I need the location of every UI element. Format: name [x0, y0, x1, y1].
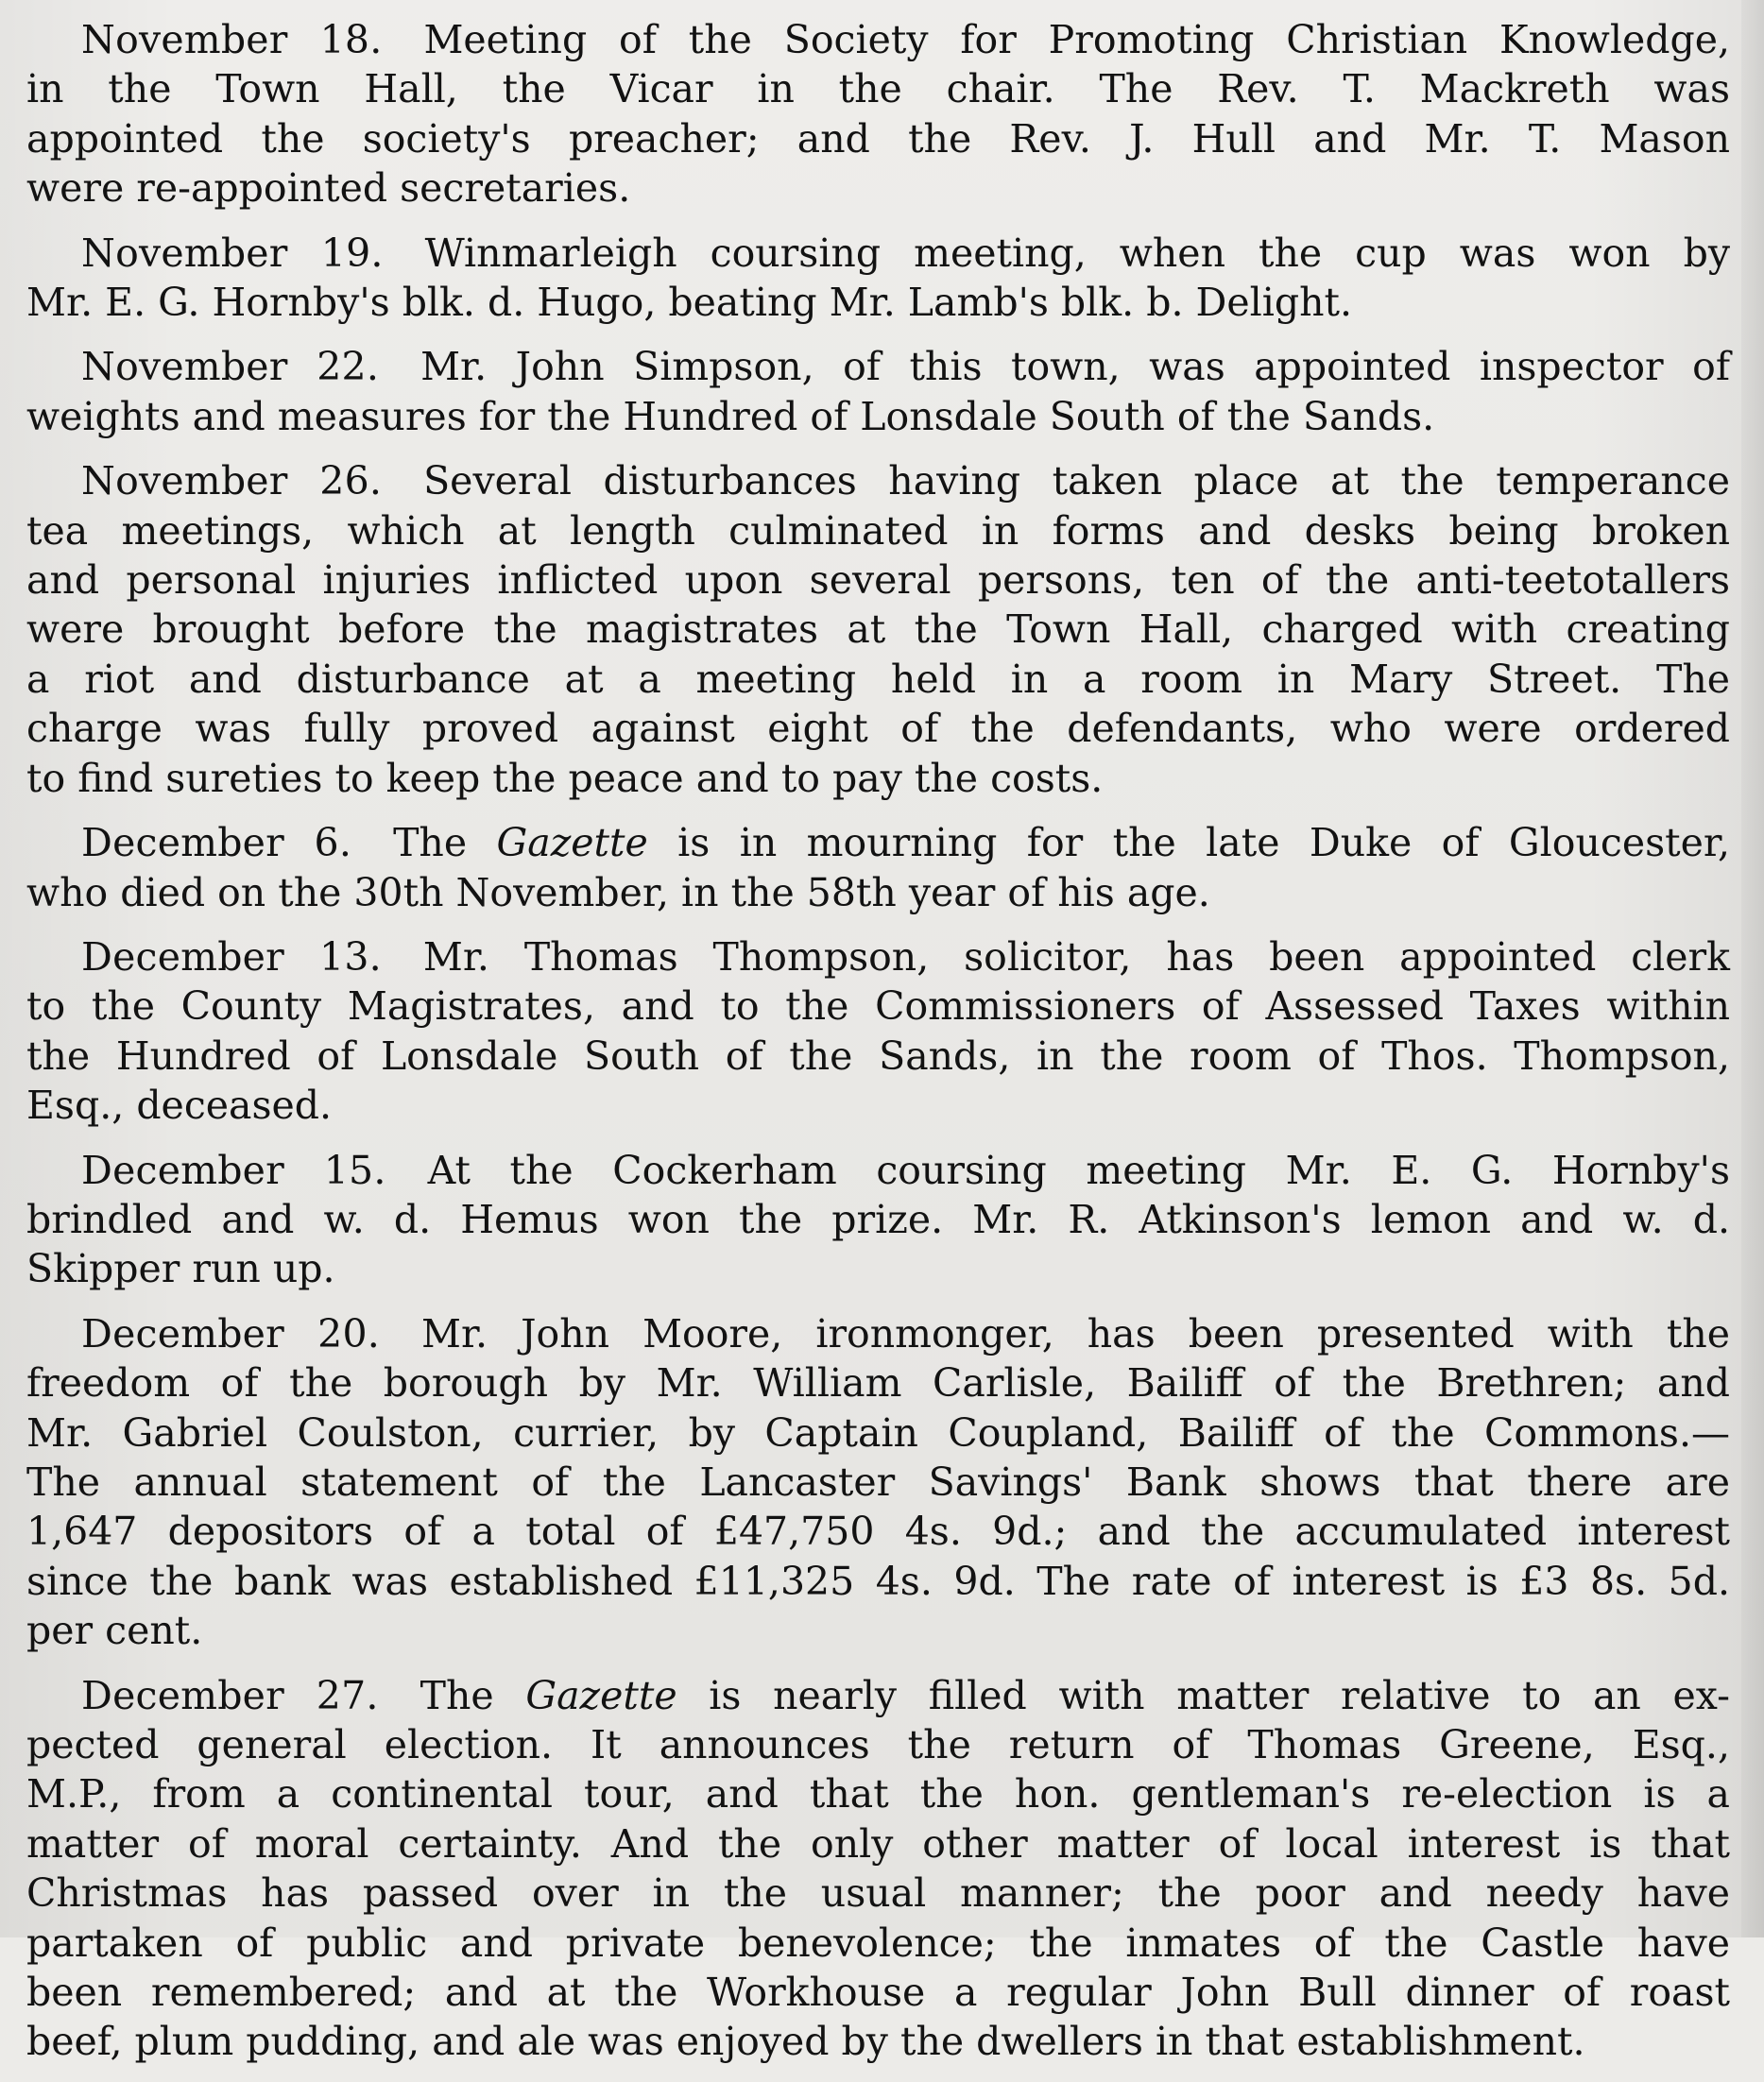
entry-line: brindled and w. d. Hemus won the prize. Mr. R. Atkinson's lemon and w. d.	[26, 1196, 1730, 1242]
entry-date: November 18.	[81, 17, 383, 62]
entry-line: pected general election. It announces the return of Thomas Greene, Esq.,	[26, 1722, 1730, 1767]
entry-line: Skipper run up.	[26, 1246, 335, 1292]
entry-line	[26, 342, 1730, 391]
entry-line: tea meetings, which at length culminated in forms and desks being broken	[26, 507, 1730, 554]
entry-line: were re-appointed secretaries.	[26, 165, 631, 212]
entry-line: the Hundred of Lonsdale South of the Sands, in the room of Thos. Thompson,	[26, 1032, 1730, 1079]
entry-date: December 15.	[81, 1147, 386, 1193]
entry-line	[26, 1309, 1730, 1358]
entry-line: a riot and disturbance at a meeting held in a room in Mary Street. The	[26, 656, 1730, 702]
entry-line: partaken of public and private benevolence; the inmates of the Castle have	[26, 1920, 1730, 1966]
entry-line: weights and measures for the Hundred of Lonsdale South of the Sands.	[26, 393, 1435, 439]
entry-line: were brought before the magistrates at the Town Hall, charged with creating	[26, 606, 1730, 653]
entry-line: who died on the 30th November, in the 58th year of his age.	[26, 869, 1210, 915]
entry-text: The	[420, 1672, 526, 1718]
entry-line: to the County Magistrates, and to the Commissioners of Assessed Taxes within	[26, 983, 1730, 1030]
entry-date: December 27.	[81, 1672, 379, 1718]
gazette-title: Gazette	[525, 1672, 677, 1718]
gazette-title: Gazette	[496, 820, 648, 866]
entry-line	[26, 229, 1730, 278]
entry-line: Mr. E. G. Hornby's blk. d. Hugo, beating Mr. Lamb's blk. b. Delight.	[26, 280, 1353, 326]
entry-line: M.P., from a continental tour, and that the hon. gentleman's re-election is a	[26, 1771, 1730, 1817]
entry-line: Esq., deceased.	[26, 1083, 333, 1129]
entry-text: is in mourning for the late Duke of Gloucester,	[647, 820, 1731, 866]
entry-text: The	[393, 820, 497, 866]
entry-line: matter of moral certainty. And the only other matter of local interest is that	[26, 1820, 1730, 1867]
entry-line	[26, 932, 1730, 981]
entry-line: since the bank was established £11,325 4s. 9d. The rate of interest is £3 8s. 5d.	[26, 1558, 1730, 1604]
entry-line: and personal injuries inflicted upon several persons, ten of the anti-teetotallers	[26, 557, 1730, 604]
entry-line	[26, 1146, 1730, 1195]
entry-text: Mr. John Simpson, of this town, was appointed inspector of	[420, 344, 1730, 390]
entry-line: beef, plum pudding, and ale was enjoyed by the dwellers in that establishment.	[26, 2019, 1585, 2065]
entry-line	[26, 818, 1730, 867]
chronicle-text	[26, 15, 1730, 2082]
entry-date: November 22.	[81, 344, 380, 390]
entry-line	[26, 15, 1730, 64]
entry-date: December 13.	[81, 933, 382, 980]
entry-line: charge was fully proved against eight of the defendants, who were ordered	[26, 706, 1730, 752]
entry-line	[26, 456, 1730, 505]
entry-line: been remembered; and at the Workhouse a regular John Bull dinner of roast	[26, 1970, 1730, 2016]
entry-date: December 20.	[81, 1310, 380, 1357]
entry-line: per cent.	[26, 1608, 203, 1654]
entry-line: Mr. Gabriel Coulston, currier, by Captain Coupland, Bailiff of the Commons.—	[26, 1409, 1730, 1456]
entry-date: November 26.	[81, 458, 383, 504]
entry-text: At the Cockerham coursing meeting Mr. E. G. Hornby's	[427, 1147, 1730, 1193]
entry-line	[26, 1671, 1730, 1720]
entry-line: in the Town Hall, the Vicar in the chair. The Rev. T. Mackreth was	[26, 66, 1730, 112]
entry-date: November 19.	[81, 230, 384, 276]
entry-text: Meeting of the Society for Promoting Christian Knowledge,	[423, 17, 1730, 62]
entry-text: Several disturbances having taken place at the temperance	[423, 458, 1730, 504]
entry-text: Winmarleigh coursing meeting, when the cup was won by	[424, 230, 1731, 276]
entry-line: appointed the society's preacher; and the Rev. J. Hull and Mr. T. Mason	[26, 115, 1730, 162]
entry-text: is nearly filled with matter relative to an ex-	[676, 1672, 1730, 1718]
entry-text: Mr. Thomas Thompson, solicitor, has been appointed clerk	[422, 933, 1730, 980]
page-edge-bleed	[1741, 0, 1764, 1937]
entry-line: freedom of the borough by Mr. William Carlisle, Bailiff of the Brethren; and	[26, 1360, 1730, 1407]
entry-date: December 6.	[81, 820, 352, 866]
entry-line: Christmas has passed over in the usual manner; the poor and needy have	[26, 1870, 1730, 1917]
entry-text: Mr. John Moore, ironmonger, has been presented with the	[420, 1310, 1730, 1357]
entry-line: 1,647 depositors of a total of £47,750 4s. 9d.; and the accumulated interest	[26, 1509, 1730, 1555]
entry-line: to find sureties to keep the peace and to pay the costs.	[26, 755, 1104, 801]
entry-line: The annual statement of the Lancaster Savings' Bank shows that there are	[26, 1459, 1730, 1505]
